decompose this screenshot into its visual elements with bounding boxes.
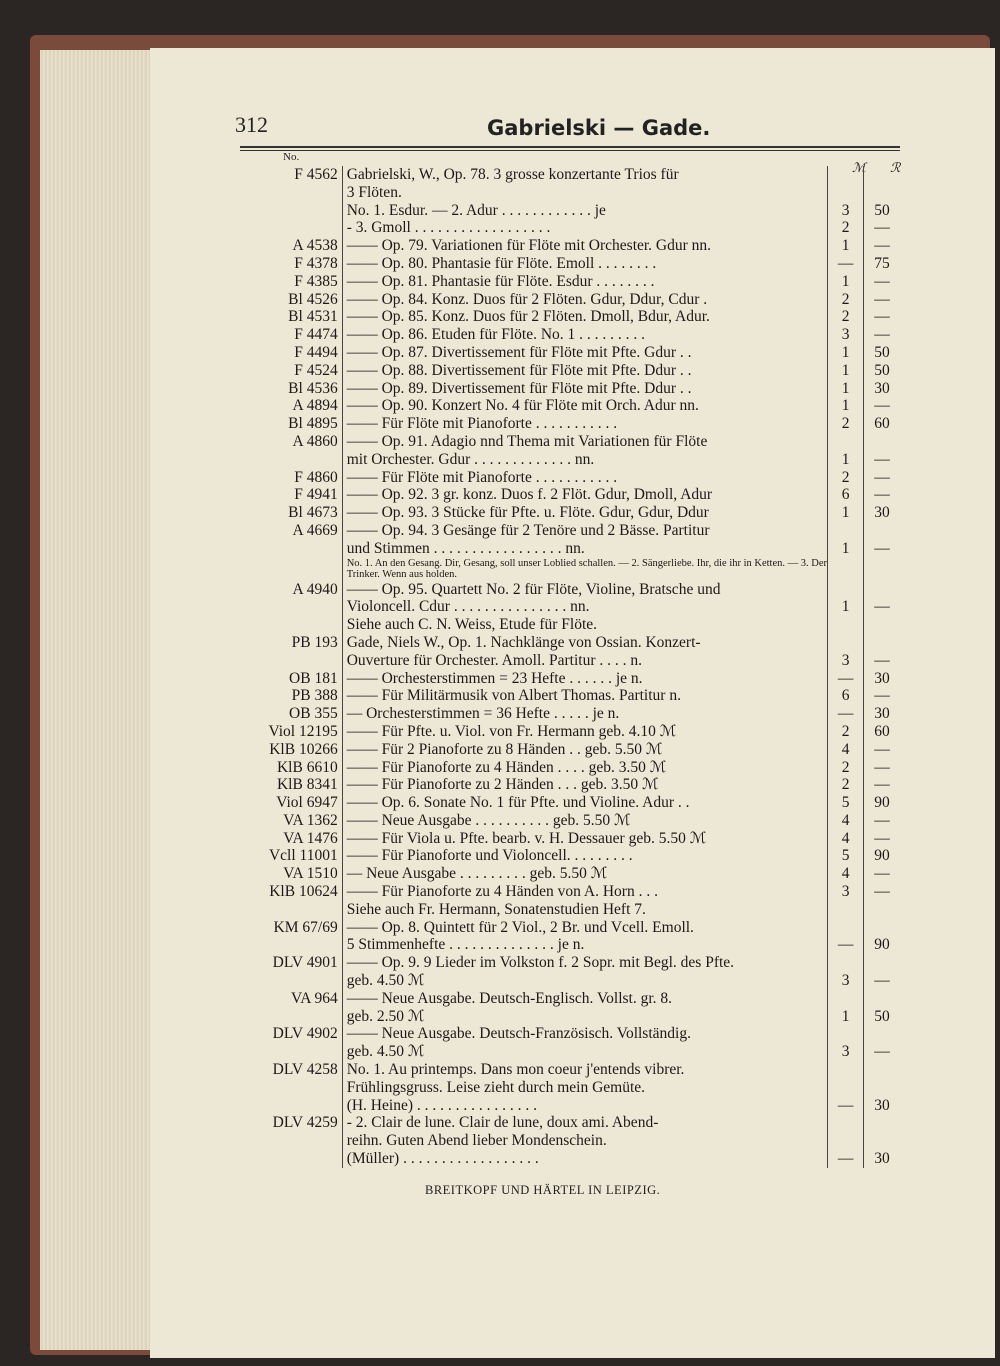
price-mark: 1 [827, 451, 863, 469]
price-mark: 3 [827, 652, 863, 670]
catalog-number: Viol 12195 [268, 722, 338, 740]
price-mark [827, 616, 863, 634]
entry-text: —— Op. 90. Konzert No. 4 für Flöte mit Orch. Adur nn. [342, 397, 828, 415]
price-mark: 6 [827, 486, 863, 504]
price-mark: 3 [827, 1043, 863, 1061]
price-pfennig [863, 184, 900, 202]
catalog-number [240, 1097, 342, 1115]
catalog-number [240, 652, 342, 670]
catalog-number: F 4860 [294, 468, 338, 486]
price-mark: 1 [827, 344, 863, 362]
price-pfennig: 90 [863, 794, 900, 812]
catalog-number: OB 355 [289, 705, 338, 723]
catalog-number [240, 1008, 342, 1026]
catalog-row [240, 308, 900, 326]
catalog-row [240, 326, 900, 344]
catalog-number [240, 1150, 342, 1168]
catalog-number: A 4538 [292, 237, 338, 255]
price-pfennig: — [863, 812, 900, 830]
price-pfennig: — [863, 776, 900, 794]
price-pfennig: — [863, 687, 900, 705]
catalog-row [240, 1132, 900, 1150]
entry-text: —— Op. 89. Divertissement für Flöte mit Pfte. Ddur . . [342, 380, 828, 398]
price-mark [827, 184, 863, 202]
price-pfennig: — [863, 741, 900, 759]
price-mark: 1 [827, 237, 863, 255]
price-pfennig: 75 [863, 255, 900, 273]
column-label-no: No. [283, 151, 300, 163]
price-pfennig: — [863, 237, 900, 255]
catalog-row [240, 522, 900, 540]
price-pfennig [863, 166, 900, 184]
entry-text: geb. 4.50 ℳ [342, 1043, 828, 1061]
price-mark [827, 990, 863, 1008]
price-mark [827, 558, 863, 581]
catalog-row [240, 255, 900, 273]
entry-text: geb. 2.50 ℳ [342, 1008, 828, 1026]
price-mark: 5 [827, 847, 863, 865]
entry-text: Siehe auch Fr. Hermann, Sonatenstudien Heft 7. [342, 901, 828, 919]
price-mark [827, 433, 863, 451]
price-mark: — [827, 255, 863, 273]
price-mark: 1 [827, 598, 863, 616]
catalog-row [240, 291, 900, 309]
price-pfennig [863, 616, 900, 634]
catalog-row [240, 166, 900, 184]
price-pfennig: — [863, 273, 900, 291]
price-mark: 2 [827, 219, 863, 237]
price-mark: 2 [827, 723, 863, 741]
entry-text: reihn. Guten Abend lieber Mondenschein. [342, 1132, 828, 1150]
catalog-row [240, 883, 900, 901]
price-mark: — [827, 1097, 863, 1115]
column-label-mark: ℳ [852, 160, 866, 175]
price-pfennig: — [863, 883, 900, 901]
catalog-number [240, 184, 342, 202]
catalog-number: Bl 4526 [288, 290, 338, 308]
catalog-row [240, 687, 900, 705]
price-mark: 1 [827, 380, 863, 398]
price-mark [827, 1079, 863, 1097]
catalog-row [240, 362, 900, 380]
entry-text: —— Neue Ausgabe . . . . . . . . . . geb. 5.50 ℳ [342, 812, 828, 830]
price-mark [827, 166, 863, 184]
entry-text: - 3. Gmoll . . . . . . . . . . . . . . . . . . [342, 219, 828, 237]
price-pfennig [863, 901, 900, 919]
price-pfennig [863, 558, 900, 581]
catalog-row [240, 741, 900, 759]
price-pfennig: 50 [863, 1008, 900, 1026]
price-pfennig [863, 433, 900, 451]
catalog-number [240, 1132, 342, 1150]
catalog-row [240, 540, 900, 558]
catalog-row [240, 865, 900, 883]
price-mark [827, 1061, 863, 1079]
price-pfennig [863, 1114, 900, 1132]
catalog-row [240, 558, 900, 581]
entry-text: —— Op. 88. Divertissement für Flöte mit Pfte. Ddur . . [342, 362, 828, 380]
entry-text: —— Für Pianoforte zu 4 Händen . . . . geb. 3.50 ℳ [342, 759, 828, 777]
catalog-number: F 4385 [294, 272, 338, 290]
catalog-number: F 4941 [294, 486, 338, 504]
catalog-number: Viol 6947 [276, 794, 338, 812]
catalog-row [240, 794, 900, 812]
catalog-number [240, 936, 342, 954]
catalog-row [240, 415, 900, 433]
entry-text: —— Op. 80. Phantasie für Flöte. Emoll . . . . . . . . [342, 255, 828, 273]
catalog-number: DLV 4258 [272, 1061, 338, 1079]
entry-text: —— Op. 8. Quintett für 2 Viol., 2 Br. und Vcell. Emoll. [342, 919, 828, 937]
price-mark: 1 [827, 362, 863, 380]
price-mark: 2 [827, 308, 863, 326]
price-pfennig: — [863, 865, 900, 883]
price-pfennig: 30 [863, 1097, 900, 1115]
page-number: 312 [235, 112, 268, 137]
price-pfennig: — [863, 219, 900, 237]
catalog-row [240, 486, 900, 504]
price-pfennig [863, 919, 900, 937]
catalog-number: VA 1476 [283, 829, 338, 847]
catalog-number [240, 451, 342, 469]
price-pfennig: 90 [863, 847, 900, 865]
catalog-row [240, 1079, 900, 1097]
entry-text: No. 1. Esdur. — 2. Adur . . . . . . . . . . . . je [342, 202, 828, 220]
entry-text: (H. Heine) . . . . . . . . . . . . . . . . [342, 1097, 828, 1115]
catalog-row [240, 1150, 900, 1168]
catalog-row [240, 1008, 900, 1026]
price-mark: 2 [827, 759, 863, 777]
catalog-number: F 4494 [294, 343, 338, 361]
running-head: Gabrielski — Gade. [487, 116, 711, 140]
catalog-row [240, 616, 900, 634]
price-pfennig [863, 990, 900, 1008]
entry-text: —— Op. 85. Konz. Duos für 2 Flöten. Dmoll, Bdur, Adur. [342, 308, 828, 326]
entry-text: —— Op. 81. Phantasie für Flöte. Esdur . . . . . . . . [342, 273, 828, 291]
catalog-row [240, 759, 900, 777]
entry-text: —— Op. 93. 3 Stücke für Pfte. u. Flöte. Gdur, Gdur, Ddur [342, 504, 828, 522]
catalog-number [240, 901, 342, 919]
entry-text: —— Op. 87. Divertissement für Flöte mit Pfte. Gdur . . [342, 344, 828, 362]
price-pfennig: 50 [863, 202, 900, 220]
price-mark: 1 [827, 1008, 863, 1026]
header-rule-thin [240, 150, 900, 151]
publisher-footer: BREITKOPF UND HÄRTEL IN LEIPZIG. [425, 1183, 661, 1197]
catalog-number: F 4524 [294, 361, 338, 379]
entry-text: —— Für Pianoforte und Violoncell. . . . . . . . . [342, 847, 828, 865]
catalog-row [240, 901, 900, 919]
catalog-row [240, 1025, 900, 1043]
price-pfennig [863, 954, 900, 972]
price-mark: 3 [827, 326, 863, 344]
entry-text: —— Für Pianoforte zu 2 Händen . . . geb. 3.50 ℳ [342, 776, 828, 794]
catalog-table [240, 152, 900, 1168]
catalog-number: A 4940 [292, 580, 338, 598]
price-mark [827, 954, 863, 972]
price-mark [827, 1114, 863, 1132]
price-pfennig: — [863, 759, 900, 777]
catalog-number: VA 964 [291, 989, 338, 1007]
catalog-row [240, 936, 900, 954]
catalog-row [240, 581, 900, 599]
price-mark: — [827, 705, 863, 723]
catalog-number: F 4562 [294, 166, 338, 183]
catalog-row [240, 202, 900, 220]
price-mark: 2 [827, 776, 863, 794]
catalog-row [240, 990, 900, 1008]
price-pfennig [863, 1025, 900, 1043]
price-mark: 2 [827, 291, 863, 309]
entry-text: 5 Stimmenhefte . . . . . . . . . . . . . . je n. [342, 936, 828, 954]
catalog-row [240, 723, 900, 741]
catalog-row [240, 954, 900, 972]
catalog-number [240, 972, 342, 990]
price-mark: 5 [827, 794, 863, 812]
price-pfennig: — [863, 540, 900, 558]
entry-text: — Neue Ausgabe . . . . . . . . . geb. 5.50 ℳ [342, 865, 828, 883]
price-mark: — [827, 670, 863, 688]
entry-text: —— Für Pianoforte zu 4 Händen von A. Horn . . . [342, 883, 828, 901]
price-pfennig [863, 634, 900, 652]
catalog-number: Bl 4536 [288, 379, 338, 397]
entry-text: —— Für Pfte. u. Viol. von Fr. Hermann geb. 4.10 ℳ [342, 723, 828, 741]
catalog-row [240, 670, 900, 688]
entry-text: —— Op. 94. 3 Gesänge für 2 Tenöre und 2 Bässe. Partitur [342, 522, 828, 540]
price-mark [827, 581, 863, 599]
entry-text: —— Op. 84. Konz. Duos für 2 Flöten. Gdur, Ddur, Cdur . [342, 291, 828, 309]
price-pfennig: 90 [863, 936, 900, 954]
catalog-number [240, 1079, 342, 1097]
catalog-row [240, 451, 900, 469]
price-pfennig: — [863, 451, 900, 469]
price-pfennig: — [863, 308, 900, 326]
price-pfennig [863, 1079, 900, 1097]
entry-text: —— Für Flöte mit Pianoforte . . . . . . . . . . . [342, 469, 828, 487]
price-mark: 4 [827, 741, 863, 759]
entry-text: —— Neue Ausgabe. Deutsch-Englisch. Vollst. gr. 8. [342, 990, 828, 1008]
entry-text: —— Op. 91. Adagio nnd Thema mit Variationen für Flöte [342, 433, 828, 451]
entry-text: Gade, Niels W., Op. 1. Nachklänge von Ossian. Konzert- [342, 634, 828, 652]
price-pfennig: 30 [863, 705, 900, 723]
catalog-number: A 4669 [292, 521, 338, 539]
price-mark: 4 [827, 830, 863, 848]
catalog-row [240, 397, 900, 415]
entry-text: —— Op. 86. Etuden für Flöte. No. 1 . . . . . . . . . [342, 326, 828, 344]
price-mark: — [827, 1150, 863, 1168]
price-pfennig [863, 1132, 900, 1150]
entry-text: — Orchesterstimmen = 36 Hefte . . . . . je n. [342, 705, 828, 723]
catalog-number [240, 1043, 342, 1061]
price-mark: 2 [827, 415, 863, 433]
catalog-row [240, 776, 900, 794]
catalog-number [240, 598, 342, 616]
price-mark: 1 [827, 504, 863, 522]
catalog-number: OB 181 [289, 669, 338, 687]
catalog-number: PB 193 [291, 633, 338, 651]
price-mark: 1 [827, 397, 863, 415]
catalog-row [240, 705, 900, 723]
price-pfennig: — [863, 486, 900, 504]
entry-text: geb. 4.50 ℳ [342, 972, 828, 990]
price-pfennig: 30 [863, 504, 900, 522]
price-pfennig: 30 [863, 380, 900, 398]
entry-text: —— Für 2 Pianoforte zu 8 Händen . . geb. 5.50 ℳ [342, 741, 828, 759]
catalog-number: DLV 4902 [272, 1025, 338, 1043]
price-mark: 1 [827, 273, 863, 291]
price-mark: 3 [827, 883, 863, 901]
catalog-number [240, 540, 342, 558]
entry-text: —— Neue Ausgabe. Deutsch-Französisch. Vollständig. [342, 1025, 828, 1043]
catalog-number: Vcll 11001 [268, 847, 338, 865]
price-pfennig: 50 [863, 362, 900, 380]
entry-text: Gabrielski, W., Op. 78. 3 grosse konzertante Trios für [342, 166, 828, 184]
price-pfennig: — [863, 830, 900, 848]
price-pfennig: — [863, 598, 900, 616]
price-mark: 2 [827, 469, 863, 487]
catalog-number: DLV 4901 [272, 954, 338, 972]
catalog-number: Bl 4895 [288, 415, 338, 433]
catalog-number: KlB 8341 [276, 776, 338, 794]
catalog-row [240, 1097, 900, 1115]
catalog-number: F 4378 [294, 254, 338, 272]
catalog-row [240, 652, 900, 670]
price-pfennig: — [863, 469, 900, 487]
catalog-row [240, 433, 900, 451]
price-mark [827, 1132, 863, 1150]
entry-text: und Stimmen . . . . . . . . . . . . . . . . . nn. [342, 540, 828, 558]
catalog-number: Bl 4673 [288, 504, 338, 522]
catalog-row [240, 1061, 900, 1079]
price-pfennig [863, 581, 900, 599]
catalog-number: PB 388 [291, 687, 338, 705]
price-mark [827, 634, 863, 652]
price-mark [827, 919, 863, 937]
price-pfennig: 60 [863, 723, 900, 741]
price-pfennig: 30 [863, 670, 900, 688]
price-pfennig: 50 [863, 344, 900, 362]
header-rule [240, 146, 900, 148]
catalog-number: KlB 10266 [269, 740, 338, 758]
price-mark: 6 [827, 687, 863, 705]
catalog-number [240, 202, 342, 220]
catalog-row [240, 847, 900, 865]
price-mark: 1 [827, 540, 863, 558]
price-mark [827, 901, 863, 919]
entry-text: Siehe auch C. N. Weiss, Etude für Flöte. [342, 616, 828, 634]
page-edges [40, 50, 155, 1350]
price-pfennig: — [863, 1043, 900, 1061]
catalog-row [240, 972, 900, 990]
catalog-row [240, 504, 900, 522]
catalog-row [240, 1043, 900, 1061]
price-mark: 4 [827, 812, 863, 830]
catalog-number: A 4894 [292, 397, 338, 415]
catalog-row [240, 469, 900, 487]
catalog-row [240, 273, 900, 291]
entry-text: - 2. Clair de lune. Clair de lune, doux ami. Abend- [342, 1114, 828, 1132]
entry-text: —— Op. 95. Quartett No. 2 für Flöte, Violine, Bratsche und [342, 581, 828, 599]
price-mark: 4 [827, 865, 863, 883]
column-label-pf: ℛ [890, 160, 901, 175]
catalog-number [240, 219, 342, 237]
entry-text: —— Für Flöte mit Pianoforte . . . . . . . . . . . [342, 415, 828, 433]
catalog-number [240, 558, 342, 581]
catalog-row [240, 184, 900, 202]
entry-text: —— Op. 79. Variationen für Flöte mit Orchester. Gdur nn. [342, 237, 828, 255]
entry-text: Frühlingsgruss. Leise zieht durch mein Gemüte. [342, 1079, 828, 1097]
entry-text: —— Für Militärmusik von Albert Thomas. Partitur n. [342, 687, 828, 705]
catalog-row [240, 830, 900, 848]
price-pfennig: — [863, 397, 900, 415]
catalog-number: KlB 6610 [276, 758, 338, 776]
catalog-number: KM 67/69 [273, 918, 338, 936]
price-pfennig [863, 522, 900, 540]
catalog-number: DLV 4259 [272, 1114, 338, 1132]
catalog-row [240, 919, 900, 937]
entry-text: —— Op. 6. Sonate No. 1 für Pfte. und Violine. Adur . . [342, 794, 828, 812]
price-mark: 3 [827, 972, 863, 990]
price-pfennig: — [863, 326, 900, 344]
catalog-row [240, 237, 900, 255]
entry-text: —— Für Viola u. Pfte. bearb. v. H. Dessauer geb. 5.50 ℳ [342, 830, 828, 848]
catalog-number: F 4474 [294, 326, 338, 344]
catalog-row [240, 344, 900, 362]
price-pfennig: — [863, 972, 900, 990]
catalog-number: VA 1510 [283, 865, 338, 883]
price-mark: — [827, 936, 863, 954]
price-mark [827, 1025, 863, 1043]
catalog-row [240, 598, 900, 616]
catalog-row [240, 634, 900, 652]
catalog-number: KlB 10624 [269, 883, 338, 901]
catalog-number [240, 616, 342, 634]
price-pfennig: 60 [863, 415, 900, 433]
entry-text: —— Op. 9. 9 Lieder im Volkston f. 2 Sopr. mit Begl. des Pfte. [342, 954, 828, 972]
catalog-number: Bl 4531 [288, 308, 338, 326]
page-header [235, 112, 835, 142]
entry-text: —— Orchesterstimmen = 23 Hefte . . . . . . je n. [342, 670, 828, 688]
entry-text: Violoncell. Cdur . . . . . . . . . . . . . . . nn. [342, 598, 828, 616]
entry-text: No. 1. An den Gesang. Dir, Gesang, soll unser Loblied schallen. — 2. Sängerliebe. Ihr, die ihr in Ketten. — 3. Der Trinker. Wenn aus holden. [342, 558, 828, 581]
catalog-number: VA 1362 [283, 811, 338, 829]
price-pfennig: — [863, 652, 900, 670]
entry-text: (Müller) . . . . . . . . . . . . . . . . . . [342, 1150, 828, 1168]
price-mark [827, 522, 863, 540]
entry-text: —— Op. 92. 3 gr. konz. Duos f. 2 Flöt. Gdur, Dmoll, Adur [342, 486, 828, 504]
price-pfennig [863, 1061, 900, 1079]
price-pfennig: — [863, 291, 900, 309]
entry-text: mit Orchester. Gdur . . . . . . . . . . . . . nn. [342, 451, 828, 469]
catalog-row [240, 219, 900, 237]
entry-text: 3 Flöten. [342, 184, 828, 202]
catalog-row [240, 812, 900, 830]
catalog-row [240, 380, 900, 398]
price-mark: 3 [827, 202, 863, 220]
catalog-number: A 4860 [292, 432, 338, 450]
catalog-row [240, 1114, 900, 1132]
entry-text: Ouverture für Orchester. Amoll. Partitur . . . . n. [342, 652, 828, 670]
entry-text: No. 1. Au printemps. Dans mon coeur j'entends vibrer. [342, 1061, 828, 1079]
price-pfennig: 30 [863, 1150, 900, 1168]
